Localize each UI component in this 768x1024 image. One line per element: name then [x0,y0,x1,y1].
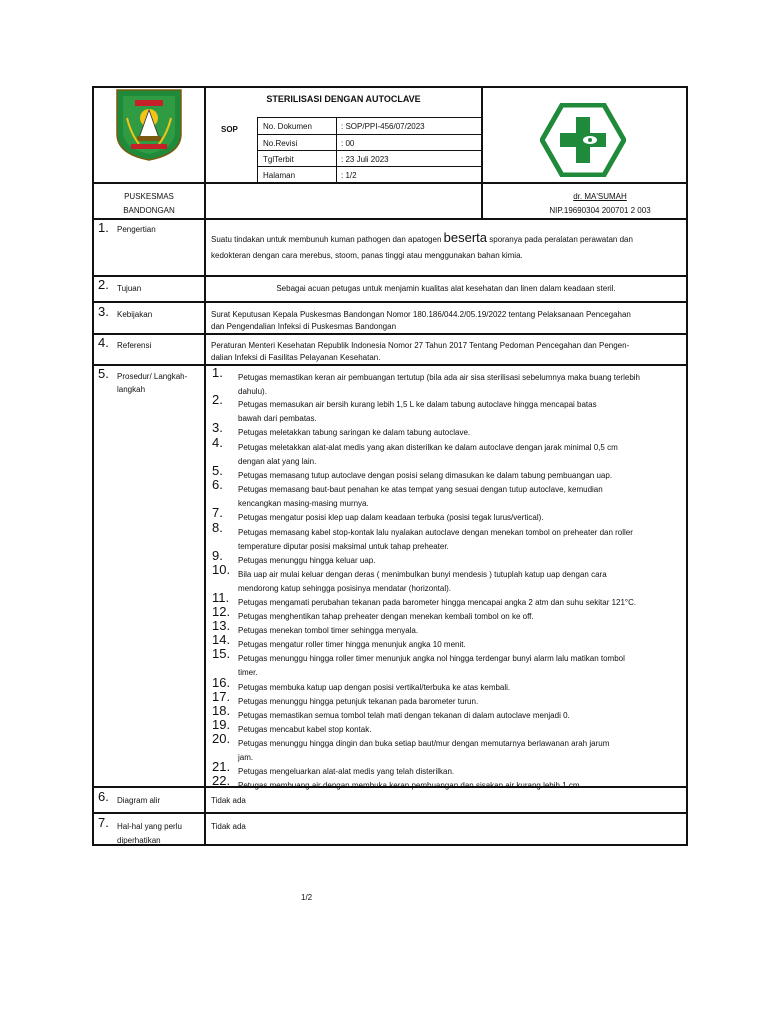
row-divider [92,812,688,814]
procedure-step-text: Petugas meletakkan alat-alat medis yang akan disterilkan ke dalam autoclave dengan jarak minimal 0,5 cm [238,443,618,452]
procedure-step-text: Petugas mengamati perubahan tekanan pada barometer hingga mencapai angka 2 atm dan suhu sekitar 121°C. [238,598,637,607]
kebijakan-line2: dan Pengendalian Infeksi di Puskesmas Bandongan [211,322,397,331]
field-value-revision: : 00 [341,139,355,148]
pengertian-line1 [211,232,681,245]
procedure-step-text: Petugas mengatur roller timer hingga menunjuk angka 10 menit. [238,640,466,649]
procedure-step-number: 2. [212,392,223,407]
signer-nip: NIP.19690304 200701 2 003 [549,206,651,215]
procedure-step-text: jam. [238,753,254,762]
procedure-step-text: timer. [238,668,258,677]
procedure-step-number: 22. [212,773,231,788]
field-row-line [257,150,481,151]
field-label-doc-number: No. Dokumen [263,122,312,131]
field-row-line [257,117,481,118]
row-divider [92,275,688,277]
procedure-step-text: Petugas menunggu hingga keluar uap. [238,556,376,565]
field-value-issue-date: : 23 Juli 2023 [341,155,389,164]
procedure-step-number: 6. [212,477,223,492]
procedure-step-text: dahulu). [238,387,267,396]
procedure-step-text: Petugas memastikan semua tombol telah mati dengan tekanan di dalam autoclave menjadi 0. [238,711,570,720]
procedure-step-text: Petugas memasang kabel stop-kontak lalu nyalakan autoclave dengan menekan tombol on preheater dan roller [238,528,633,537]
procedure-step-number: 9. [212,548,223,563]
org-name-line2: BANDONGAN [123,206,175,215]
procedure-step-text: kencangkan masing-masing murnya. [238,499,369,508]
section-number: 3. [98,304,109,319]
pengertian-text-emphasis: beserta [443,230,488,245]
row-divider [92,218,688,220]
field-value-page: : 1/2 [341,171,357,180]
pengertian-text-a: Suatu tindakan untuk membunuh kuman pathogen dan apatogen [211,235,442,244]
procedure-step-text: Petugas mencabut kabel stop kontak. [238,725,372,734]
document-title: STERILISASI DENGAN AUTOCLAVE [266,94,421,104]
hal-text: Tidak ada [211,822,246,831]
section-label-hal-line1: Hal-hal yang perlu [117,822,182,831]
procedure-step-number: 4. [212,435,223,450]
signer-name: dr. MA'SUMAH [573,192,627,201]
procedure-step-text: bawah dari pembatas. [238,414,317,423]
procedure-step-text: Bila uap air mulai keluar dengan deras ( menimbulkan bunyi mendesis ) tutuplah katup uap dengan cara [238,570,607,579]
procedure-step-text: Petugas menunggu hingga dingin dan buka setiap baut/mur dengan memutarnya berlawanan arah jarum [238,739,610,748]
procedure-step-number: 10. [212,562,231,577]
procedure-step-number: 16. [212,675,231,690]
procedure-step-number: 15. [212,646,231,661]
section-label-prosedur-line1: Prosedur/ Langkah- [117,372,188,381]
section-number: 5. [98,366,109,381]
procedure-step-text: Petugas memastikan keran air pembuangan tertutup (bila ada air sisa sterilisasi sebelumnya maka buang terlebih [238,373,640,382]
puskesmas-logo [540,103,626,177]
procedure-step-text: Petugas mengeluarkan alat-alat medis yang telah disterilkan. [238,767,455,776]
section-label-diagram: Diagram alir [117,796,161,805]
procedure-step-text: Petugas menekan tombol timer sehingga menyala. [238,626,419,635]
row-divider [92,182,688,184]
pengertian-line2: kedokteran dengan cara merebus, stoom, panas tinggi atau menggunakan bahan kimia. [211,251,523,260]
procedure-step-text: Petugas menunggu hingga roller timer menunjuk angka nol hingga terdengar bunyi alarm lalu matikan tombol [238,654,625,663]
procedure-step-text: Petugas menghentikan tahap preheater dengan menekan kembali tombol on ke off. [238,612,534,621]
procedure-step-number: 1. [212,365,223,380]
section-number: 6. [98,789,109,804]
tujuan-text: Sebagai acuan petugas untuk menjamin kualitas alat kesehatan dan linen dalam keadaan steril. [276,284,616,293]
procedure-step-number: 11. [212,590,230,605]
procedure-step-text: Petugas membuang air dengan membuka keran pembuangan dan sisakan air kurang lebih 1 cm. [238,781,582,790]
sop-label: SOP [221,125,238,134]
procedure-step-number: 12. [212,604,231,619]
section-label-kebijakan: Kebijakan [117,310,153,319]
procedure-step-number: 21. [212,759,231,774]
pengertian-text-b: sporanya pada peralatan perawatan dan [489,235,633,244]
procedure-step-text: temperature diputar posisi maksimal untuk tahap preheater. [238,542,449,551]
section-number: 7. [98,815,109,830]
procedure-step-number: 20. [212,731,231,746]
referensi-line1: Peraturan Menteri Kesehatan Republik Indonesia Nomor 27 Tahun 2017 Tentang Pedoman Pencegahan dan Pengen- [211,341,630,350]
row-divider [92,333,688,335]
procedure-step-text: Petugas memasang tutup autoclave dengan posisi selang dimasukan ke dalam tabung pembuangan uap. [238,471,613,480]
procedure-step-text: Petugas menunggu hingga petunjuk tekanan pada barometer turun. [238,697,479,706]
procedure-step-text: Petugas membuka katup uap dengan posisi vertikal/terbuka ke atas kembali. [238,683,511,692]
procedure-step-number: 17. [212,689,231,704]
procedure-step-number: 3. [212,420,223,435]
section-label-pengertian: Pengertian [117,225,156,234]
procedure-step-number: 19. [212,717,231,732]
procedure-step-text: mendorong katup sehingga posisinya mendatar (horizontal). [238,584,452,593]
org-name-line1: PUSKESMAS [124,192,174,201]
page-number-footer: 1/2 [301,893,313,902]
procedure-step-number: 13. [212,618,231,633]
field-row-line [257,134,481,135]
section-label-tujuan: Tujuan [117,284,142,293]
procedure-step-text: Petugas memasukan air bersih kurang lebih 1,5 L ke dalam tabung autoclave hingga mencapai batas [238,400,597,409]
regency-crest-logo [113,88,185,162]
section-label-prosedur-line2: langkah [117,385,146,394]
label-column-divider [204,86,206,846]
procedure-step-text: dengan alat yang lain. [238,457,317,466]
row-divider [92,364,688,366]
procedure-step-text: Petugas mengatur posisi klep uap dalam keadaan terbuka (posisi tegak lurus/vertical). [238,513,544,522]
field-label-page: Halaman [263,171,296,180]
section-number: 4. [98,335,109,350]
header-right-divider [481,86,483,218]
kebijakan-line1: Surat Keputusan Kepala Puskesmas Bandongan Nomor 180.186/044.2/05.19/2022 tentang Pelaksanaan Pencegahan [211,310,631,319]
section-number: 1. [98,220,109,235]
referensi-line2: dalian Infeksi di Fasilitas Pelayanan Kesehatan. [211,353,381,362]
section-number: 2. [98,277,109,292]
procedure-step-text: Petugas meletakkan tabung saringan ke dalam tabung autoclave. [238,428,471,437]
diagram-text: Tidak ada [211,796,246,805]
field-label-issue-date: TglTerbit [263,155,294,164]
procedure-step-number: 5. [212,463,223,478]
procedure-step-number: 8. [212,520,223,535]
procedure-step-number: 18. [212,703,231,718]
field-value-doc-number: : SOP/PPI-456/07/2023 [341,122,425,131]
procedure-step-number: 14. [212,632,231,647]
field-row-line [257,166,481,167]
procedure-step-number: 7. [212,505,223,520]
section-label-referensi: Referensi [117,341,152,350]
section-label-hal-line2: diperhatikan [117,836,161,845]
procedure-step-text: Petugas memasang baut-baut penahan ke atas tempat yang sesuai dengan tutup autoclave, kemudian [238,485,603,494]
row-divider [92,301,688,303]
field-label-revision: No.Revisi [263,139,298,148]
